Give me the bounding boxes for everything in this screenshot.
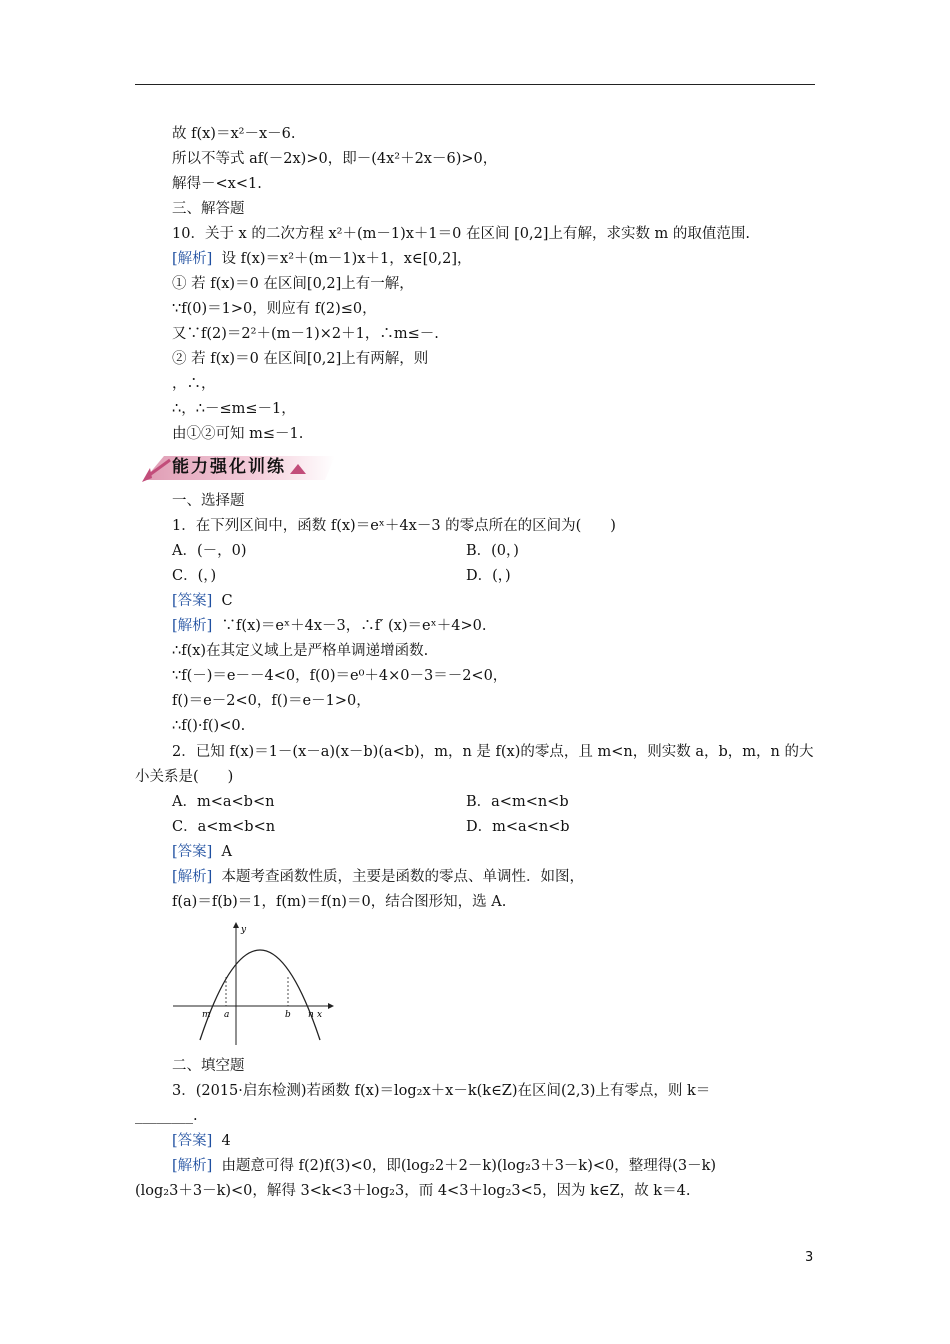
text-line: 所以不等式 af(－2x)>0，即－(4x²＋2x－6)>0， <box>172 151 498 167</box>
option-b: B．(0，) <box>466 543 519 559</box>
analysis-text: ∵f(x)＝eˣ＋4x－3，∴f′ (x)＝eˣ＋4>0. <box>212 618 487 634</box>
text-line: 又∵f(2)＝2²＋(m－1)×2＋1，∴m≤－. <box>172 326 439 342</box>
option-a: A．(－，0) <box>172 543 247 559</box>
label-b: b <box>285 1010 291 1020</box>
q10-analysis-first <box>172 249 471 269</box>
banner-title: 能力强化训练 <box>172 457 286 477</box>
label-y: y <box>241 925 247 935</box>
option-c: C．a<m<b<n <box>172 819 276 835</box>
page-number: 3 <box>805 1250 814 1265</box>
text-line: ∴f(x)在其定义域上是严格单调递增函数. <box>172 643 429 659</box>
section-heading: 一、选择题 <box>172 493 245 509</box>
parabola-graph <box>170 920 335 1050</box>
label-m: m <box>202 1010 211 1020</box>
y-axis-arrow-icon <box>233 922 239 928</box>
question-3-stem: 3．(2015·启东检测)若函数 f(x)＝log₂x＋x－k(k∈Z)在区间(2,3)上有零点，则 k＝ <box>172 1083 711 1099</box>
analysis-text: 本题考查函数性质，主要是函数的零点、单调性．如图， <box>212 869 585 885</box>
text-line: ∵f(－)＝e－－4<0，f(0)＝e⁰＋4×0－3＝－2<0， <box>172 668 508 684</box>
label-a: a <box>224 1010 230 1020</box>
section-heading: 三、解答题 <box>172 201 245 217</box>
analysis-tag: [解析] <box>172 251 213 267</box>
label-x: x <box>317 1010 323 1020</box>
text-line: ② 若 f(x)＝0 在区间[0,2]上有两解，则 <box>172 351 429 367</box>
text-line: f()＝e－2<0，f()＝e－1>0， <box>172 693 371 709</box>
text-line: ∴，∴－≤m≤－1， <box>172 401 296 417</box>
question-2-stem-cont: 小关系是( ) <box>135 769 234 785</box>
text-line: (log₂3＋3－k)<0，解得 3<k<3＋log₂3，而 4<3＋log₂3<5，因为 k∈Z，故 k＝4. <box>135 1183 691 1199</box>
text-line: 解得－<x<1. <box>172 176 262 192</box>
answer-value: C <box>212 593 233 609</box>
analysis-tag: [解析] <box>172 869 213 885</box>
x-axis-arrow-icon <box>328 1003 334 1009</box>
section-heading: 二、填空题 <box>172 1058 245 1074</box>
q2-analysis-first <box>172 867 584 887</box>
label-n: n <box>308 1010 314 1020</box>
text-line: ，∴， <box>172 376 216 392</box>
answer-blank: ________. <box>135 1108 198 1124</box>
option-b: B．a<m<n<b <box>466 794 569 810</box>
answer-tag: [答案] <box>172 593 213 609</box>
answer-tag: [答案] <box>172 1133 213 1149</box>
text-line: ① 若 f(x)＝0 在区间[0,2]上有一解， <box>172 276 414 292</box>
question-10-stem: 10．关于 x 的二次方程 x²＋(m－1)x＋1＝0 在区间 [0,2]上有解，求实数 m 的取值范围. <box>172 226 751 242</box>
option-c: C．(，) <box>172 568 217 584</box>
text-line: f(a)＝f(b)＝1，f(m)＝f(n)＝0，结合图形知，选 A. <box>172 894 507 910</box>
q2-answer <box>172 842 232 862</box>
text-line: 故 f(x)＝x²－x－6. <box>172 126 296 142</box>
text-line: 由①②可知 m≤－1. <box>172 426 304 442</box>
answer-value: A <box>212 844 233 860</box>
text-line: ∵f(0)＝1>0，则应有 f(2)≤0， <box>172 301 377 317</box>
header-rule <box>135 84 815 85</box>
q1-analysis-first <box>172 616 486 636</box>
option-d: D．(，) <box>466 568 511 584</box>
analysis-text: 设 f(x)＝x²＋(m－1)x＋1，x∈[0,2]， <box>212 251 472 267</box>
analysis-text: 由题意可得 f(2)f(3)<0，即(log₂2＋2－k)(log₂3＋3－k)<0，整理得(3－k) <box>212 1158 717 1174</box>
analysis-tag: [解析] <box>172 618 213 634</box>
q3-answer <box>172 1131 231 1151</box>
text-line: ∴f()·f()<0. <box>172 718 246 734</box>
answer-tag: [答案] <box>172 844 213 860</box>
question-1-stem: 1．在下列区间中，函数 f(x)＝eˣ＋4x－3 的零点所在的区间为( ) <box>172 518 616 534</box>
analysis-tag: [解析] <box>172 1158 213 1174</box>
q3-analysis-first <box>172 1156 716 1176</box>
answer-value: 4 <box>212 1133 231 1149</box>
option-a: A．m<a<b<n <box>172 794 275 810</box>
option-d: D．m<a<n<b <box>466 819 570 835</box>
question-2-stem: 2．已知 f(x)＝1－(x－a)(x－b)(a<b)，m，n 是 f(x)的零点，且 m<n，则实数 a，b，m，n 的大 <box>172 744 814 760</box>
parabola-curve <box>200 950 323 1040</box>
q1-answer <box>172 591 233 611</box>
